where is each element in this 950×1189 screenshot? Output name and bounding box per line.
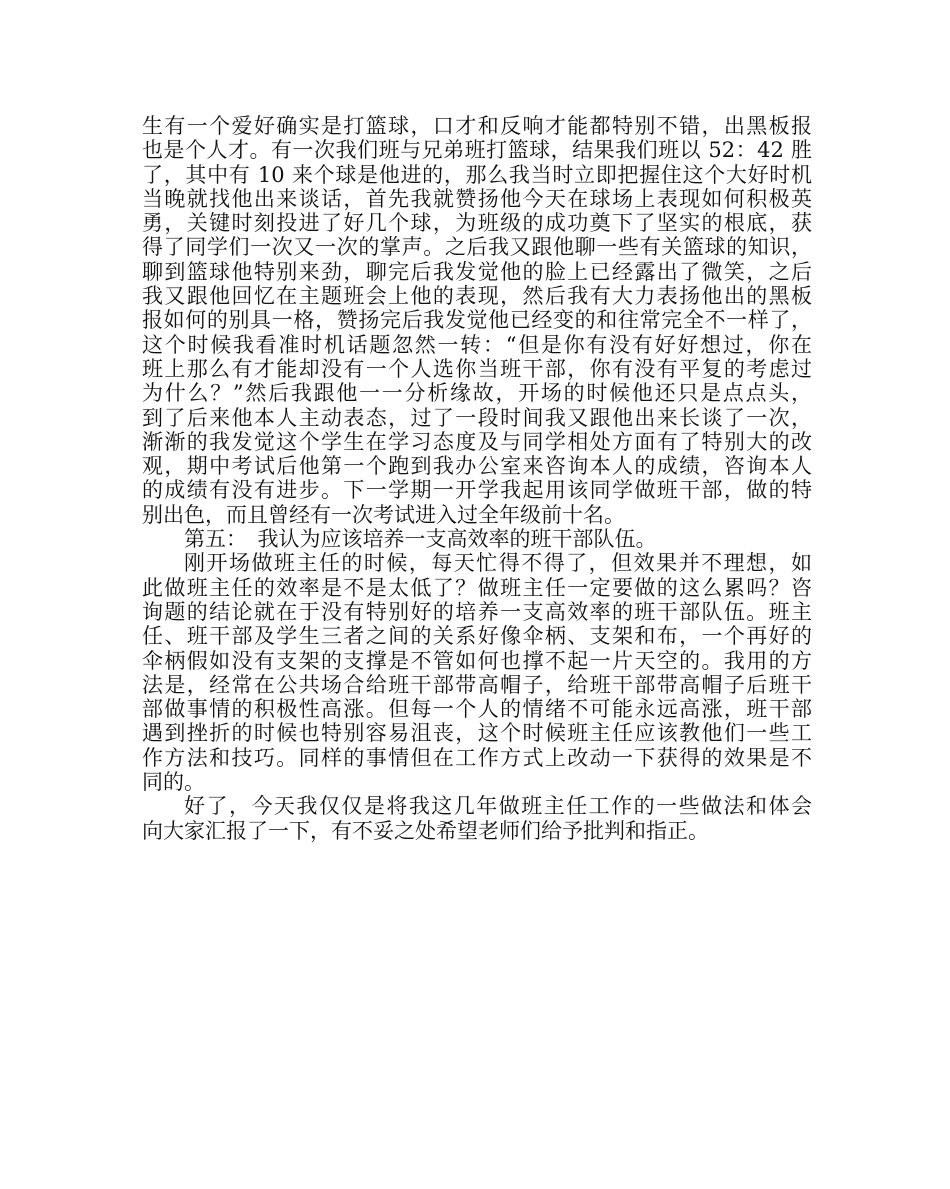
text-line: 第五： 我认为应该培养一支高效率的班干部队伍。	[184, 527, 657, 552]
document-page	[142, 114, 812, 843]
paragraph	[142, 794, 812, 843]
text-line: 同的。	[142, 770, 205, 795]
text-line: 遇到挫折的时候也特别容易沮丧，这个时候班主任应该教他们一些工	[142, 721, 812, 746]
text-line: 这个时候我看准时机话题忽然一转：“但是你有没有好好想过，你在	[142, 332, 812, 357]
text-line: 部做事情的积极性高涨。但每一个人的情绪不可能永远高涨，班干部	[142, 697, 812, 722]
text-line: 任、班干部及学生三者之间的关系好像伞柄、支架和布，一个再好的	[142, 624, 812, 649]
text-line: 作方法和技巧。同样的事情但在工作方式上改动一下获得的效果是不	[142, 745, 812, 770]
text-line: 刚开场做班主任的时候，每天忙得不得了，但效果并不理想，如	[184, 551, 812, 576]
text-line: 法是，经常在公共场合给班干部带高帽子，给班干部带高帽子后班干	[142, 672, 812, 697]
text-line: 伞柄假如没有支架的支撑是不管如何也撑不起一片天空的。我用的方	[142, 648, 812, 673]
text-line: 渐渐的我发觉这个学生在学习态度及与同学相处方面有了特别大的改	[142, 429, 812, 454]
text-line: 别出色，而且曾经有一次考试进入过全年级前十名。	[142, 502, 625, 527]
text-line: 当晚就找他出来谈话，首先我就赞扬他今天在球场上表现如何积极英	[142, 186, 812, 211]
text-line: 的成绩有没有进步。下一学期一开学我起用该同学做班干部，做的特	[142, 478, 812, 503]
text-line: 为什么？”然后我跟他一一分析缘故，开场的时候他还只是点点头，	[142, 381, 812, 406]
paragraph	[142, 527, 812, 551]
text-line: 班上那么有才能却没有一个人选你当班干部，你有没有平复的考虑过	[142, 356, 812, 381]
text-line: 我又跟他回忆在主题班会上他的表现，然后我有大力表扬他出的黑板	[142, 284, 812, 309]
text-line: 也是个人才。有一次我们班与兄弟班打篮球，结果我们班以 52：42 胜	[142, 138, 812, 163]
text-line: 观，期中考试后他第一个跑到我办公室来咨询本人的成绩，咨询本人	[142, 454, 812, 479]
paragraph	[142, 114, 812, 527]
paragraph	[142, 551, 812, 794]
text-line: 勇，关键时刻投进了好几个球，为班级的成功奠下了坚实的根底，获	[142, 211, 812, 236]
text-line: 到了后来他本人主动表态，过了一段时间我又跟他出来长谈了一次，	[142, 405, 812, 430]
text-line: 好了，今天我仅仅是将我这几年做班主任工作的一些做法和体会	[184, 794, 812, 819]
text-line: 了，其中有 10 来个球是他进的，那么我当时立即把握住这个大好时机	[142, 162, 812, 187]
text-line: 得了同学们一次又一次的掌声。之后我又跟他聊一些有关篮球的知识，	[142, 235, 812, 260]
text-line: 向大家汇报了一下，有不妥之处希望老师们给予批判和指正。	[142, 818, 709, 843]
text-line: 报如何的别具一格，赞扬完后我发觉他已经变的和往常完全不一样了，	[142, 308, 812, 333]
text-line: 聊到篮球他特别来劲，聊完后我发觉他的脸上已经露出了微笑，之后	[142, 259, 812, 284]
text-line: 此做班主任的效率是不是太低了？做班主任一定要做的这么累吗？咨	[142, 575, 812, 600]
text-line: 询题的结论就在于没有特别好的培养一支高效率的班干部队伍。班主	[142, 599, 812, 624]
text-line: 生有一个爱好确实是打篮球，口才和反响才能都特别不错，出黑板报	[142, 114, 812, 138]
